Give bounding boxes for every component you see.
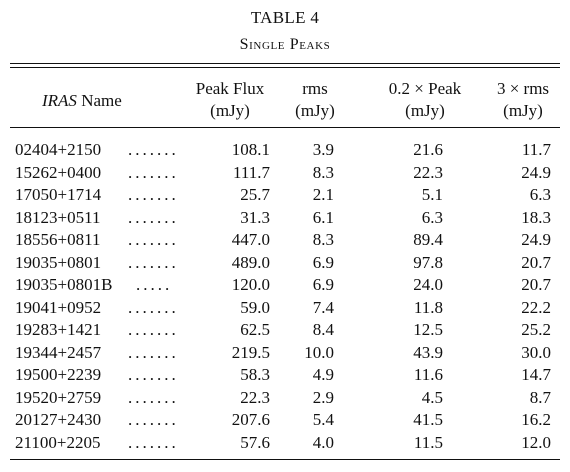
header-iras-italic: IRAS bbox=[42, 91, 77, 110]
peak02-cell: 11.6 bbox=[413, 365, 443, 384]
table-row bbox=[0, 139, 570, 162]
rms3-cell: 24.9 bbox=[521, 230, 551, 249]
leader-dots: ....... bbox=[128, 185, 179, 204]
leader-dots: ....... bbox=[128, 320, 179, 339]
peak-flux-cell: 111.7 bbox=[233, 162, 270, 182]
peak02-cell: 5.1 bbox=[421, 185, 443, 204]
leader-dots: ....... bbox=[128, 140, 179, 159]
table-title: TABLE 4 bbox=[250, 8, 320, 27]
top-rule-double bbox=[10, 67, 560, 68]
leader-dots: ....... bbox=[128, 162, 179, 182]
rms-cell: 7.4 bbox=[312, 297, 334, 317]
peak02-cell: 12.5 bbox=[413, 320, 443, 339]
iras-name-cell: 18123+0511 bbox=[15, 207, 101, 227]
peak-flux-cell: 58.3 bbox=[240, 365, 270, 384]
rms3-cell: 25.2 bbox=[521, 320, 551, 339]
iras-name-cell: 19344+2457 bbox=[15, 342, 102, 362]
peak02-cell: 11.8 bbox=[413, 297, 443, 317]
peak-flux-cell: 108.1 bbox=[231, 140, 270, 159]
table-row bbox=[0, 432, 570, 455]
peak-flux-cell: 31.3 bbox=[240, 207, 270, 227]
header-02-peak-line1: 0.2 × Peak bbox=[388, 79, 462, 98]
table-subtitle bbox=[0, 36, 570, 54]
leader-dots: ....... bbox=[128, 252, 179, 272]
leader-dots: ....... bbox=[128, 365, 179, 384]
header-rms-line2: (mJy) bbox=[295, 101, 335, 120]
rms3-cell: 12.0 bbox=[521, 432, 551, 452]
rms3-cell: 11.7 bbox=[521, 140, 551, 159]
rms3-cell: 14.7 bbox=[521, 365, 551, 384]
leader-dots: ....... bbox=[128, 410, 179, 429]
rms-cell: 10.0 bbox=[304, 342, 334, 362]
rms-cell: 6.9 bbox=[312, 252, 334, 272]
iras-name-cell: 19041+0952 bbox=[15, 297, 102, 317]
leader-dots: ....... bbox=[128, 297, 179, 317]
rms-cell: 2.1 bbox=[312, 185, 334, 204]
rms3-cell: 16.2 bbox=[521, 410, 551, 429]
rms3-cell: 20.7 bbox=[521, 252, 551, 272]
iras-name-cell: 19500+2239 bbox=[15, 365, 102, 384]
leader-dots: ....... bbox=[128, 230, 179, 249]
rms-cell: 3.9 bbox=[312, 140, 334, 159]
rms3-cell: 8.7 bbox=[529, 387, 551, 407]
table-body bbox=[0, 139, 570, 454]
table-row bbox=[0, 274, 570, 297]
table-row bbox=[0, 409, 570, 432]
peak-flux-cell: 59.0 bbox=[240, 297, 270, 317]
table-row bbox=[0, 184, 570, 207]
header-rms bbox=[280, 78, 350, 122]
header-3-rms-line2: (mJy) bbox=[503, 101, 543, 120]
table-row bbox=[0, 252, 570, 275]
table-row bbox=[0, 342, 570, 365]
header-3-rms bbox=[486, 78, 560, 122]
iras-name-cell: 18556+0811 bbox=[15, 230, 101, 249]
header-name-rest: Name bbox=[76, 91, 122, 110]
peak02-cell: 21.6 bbox=[413, 140, 443, 159]
header-02-peak bbox=[370, 78, 480, 122]
iras-name-cell: 02404+2150 bbox=[15, 140, 102, 159]
bottom-rule bbox=[10, 459, 560, 460]
iras-name-cell: 20127+2430 bbox=[15, 410, 102, 429]
peak02-cell: 11.5 bbox=[413, 432, 443, 452]
rms-cell: 2.9 bbox=[312, 387, 334, 407]
peak02-cell: 6.3 bbox=[421, 207, 443, 227]
leader-dots: ..... bbox=[136, 275, 173, 294]
peak02-cell: 89.4 bbox=[413, 230, 443, 249]
header-peak-flux bbox=[180, 78, 280, 122]
header-peak-flux-line1: Peak Flux bbox=[195, 79, 265, 98]
header-peak-flux-line2: (mJy) bbox=[210, 101, 250, 120]
peak-flux-cell: 207.6 bbox=[231, 410, 270, 429]
iras-name-cell: 19035+0801 bbox=[15, 252, 102, 272]
rms3-cell: 30.0 bbox=[521, 342, 551, 362]
iras-name-cell: 17050+1714 bbox=[15, 185, 102, 204]
header-rule bbox=[10, 127, 560, 128]
peak-flux-cell: 120.0 bbox=[231, 275, 270, 294]
peak-flux-cell: 219.5 bbox=[231, 342, 270, 362]
peak-flux-cell: 22.3 bbox=[240, 387, 270, 407]
top-rule bbox=[10, 63, 560, 64]
peak02-cell: 97.8 bbox=[413, 252, 443, 272]
iras-name-cell: 19520+2759 bbox=[15, 387, 102, 407]
rms-cell: 5.4 bbox=[312, 410, 334, 429]
leader-dots: ....... bbox=[128, 342, 179, 362]
peak-flux-cell: 25.7 bbox=[240, 185, 270, 204]
header-iras-name bbox=[20, 90, 180, 112]
peak02-cell: 43.9 bbox=[413, 342, 443, 362]
peak02-cell: 24.0 bbox=[413, 275, 443, 294]
table-row bbox=[0, 207, 570, 230]
rms3-cell: 24.9 bbox=[521, 162, 551, 182]
rms3-cell: 20.7 bbox=[521, 275, 551, 294]
rms-cell: 8.3 bbox=[312, 162, 334, 182]
header-02-peak-line2: (mJy) bbox=[405, 101, 445, 120]
leader-dots: ....... bbox=[128, 432, 179, 452]
peak-flux-cell: 62.5 bbox=[240, 320, 270, 339]
rms3-cell: 6.3 bbox=[529, 185, 551, 204]
rms-cell: 8.4 bbox=[312, 320, 334, 339]
rms-cell: 4.9 bbox=[312, 365, 334, 384]
table-row bbox=[0, 387, 570, 410]
peak-flux-cell: 489.0 bbox=[231, 252, 270, 272]
header-rms-line1: rms bbox=[302, 79, 328, 98]
rms3-cell: 18.3 bbox=[521, 207, 551, 227]
peak02-cell: 22.3 bbox=[413, 162, 443, 182]
peak02-cell: 41.5 bbox=[413, 410, 443, 429]
table-row bbox=[0, 297, 570, 320]
table-row bbox=[0, 229, 570, 252]
iras-name-cell: 19283+1421 bbox=[15, 320, 102, 339]
iras-name-cell: 15262+0400 bbox=[15, 162, 102, 182]
rms-cell: 4.0 bbox=[312, 432, 334, 452]
table-row bbox=[0, 162, 570, 185]
rms3-cell: 22.2 bbox=[521, 297, 551, 317]
peak02-cell: 4.5 bbox=[421, 387, 443, 407]
iras-name-cell: 21100+2205 bbox=[15, 432, 101, 452]
iras-name-cell: 19035+0801B bbox=[15, 275, 113, 294]
rms-cell: 6.1 bbox=[312, 207, 334, 227]
peak-flux-cell: 447.0 bbox=[231, 230, 270, 249]
table-subtitle-text: Single Peaks bbox=[239, 36, 331, 53]
table-row bbox=[0, 319, 570, 342]
header-3-rms-line1: 3 × rms bbox=[496, 79, 550, 98]
table-row bbox=[0, 364, 570, 387]
rms-cell: 8.3 bbox=[312, 230, 334, 249]
peak-flux-cell: 57.6 bbox=[240, 432, 270, 452]
rms-cell: 6.9 bbox=[312, 275, 334, 294]
leader-dots: ....... bbox=[128, 387, 179, 407]
leader-dots: ....... bbox=[128, 207, 179, 227]
